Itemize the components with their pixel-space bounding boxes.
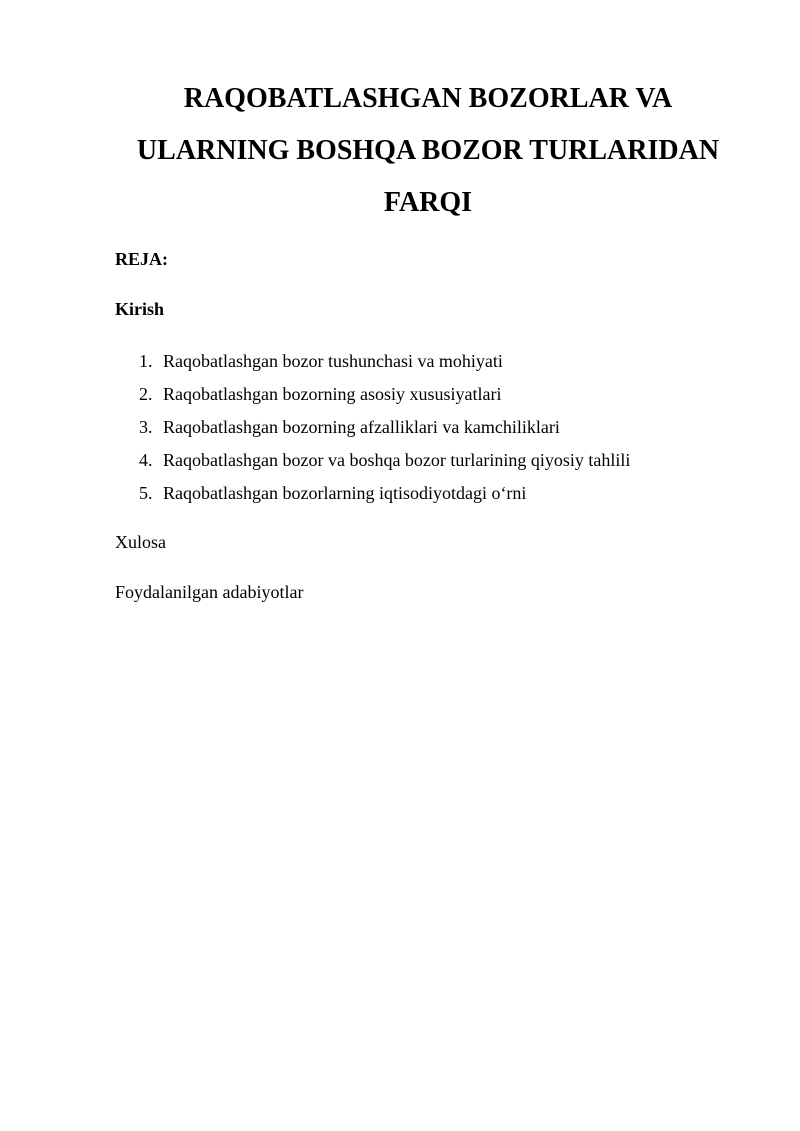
plan-item-text: Raqobatlashgan bozorning asosiy xususiyatlari [163,384,502,404]
plan-heading: REJA: [115,249,168,269]
document-title [100,73,756,229]
plan-item [139,382,630,415]
plan-item-text: Raqobatlashgan bozorlarning iqtisodiyotdagi o‘rni [163,483,527,503]
plan-item-number: 2. [139,384,153,404]
plan-item-text: Raqobatlashgan bozor va boshqa bozor turlarining qiyosiy tahlili [163,450,631,470]
references-heading: Foydalanilgan adabiyotlar [115,582,304,602]
plan-item-number: 5. [139,483,153,503]
plan-item-text: Raqobatlashgan bozorning afzalliklari va kamchiliklari [163,417,560,437]
plan-item-number: 4. [139,450,153,470]
plan-item-text: Raqobatlashgan bozor tushunchasi va mohiyati [163,351,503,371]
intro-heading: Kirish [115,299,165,319]
plan-item-number: 1. [139,351,153,371]
title-line-3: FARQI [383,187,473,218]
title-line-2: ULARNING BOSHQA BOZOR TURLARIDAN [136,135,720,166]
plan-item [139,415,630,448]
plan-item-number: 3. [139,417,153,437]
plan-item [139,349,630,382]
plan-item [139,481,630,514]
title-line-1: RAQOBATLASHGAN BOZORLAR VA [183,83,673,114]
plan-list [139,349,630,514]
plan-item [139,448,630,481]
conclusion-heading: Xulosa [115,532,166,552]
